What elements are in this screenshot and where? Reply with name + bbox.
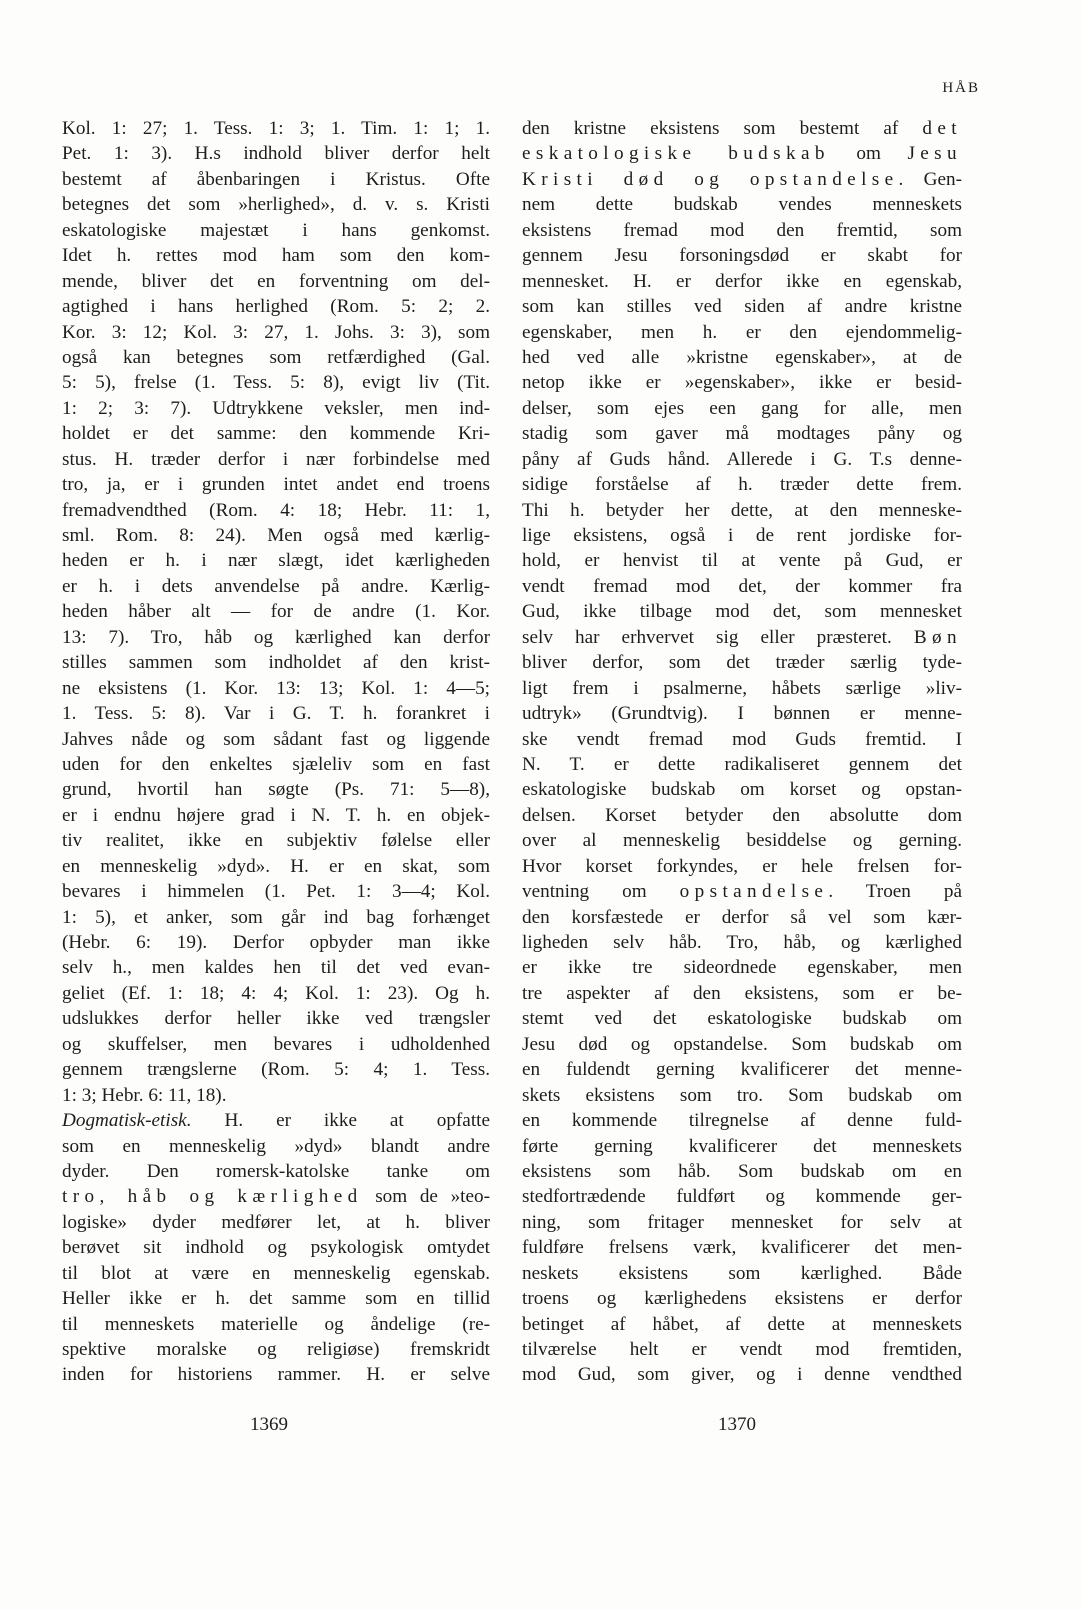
text-line xyxy=(522,650,962,675)
text-segment: eksistens som håb. Som budskab om en xyxy=(522,1160,962,1182)
text-segment: ning, som fritager mennesket for selv at xyxy=(522,1211,962,1233)
text-segment: sml. Rom. 8: 24). Men også med kærlig- xyxy=(62,525,490,546)
text-line xyxy=(62,1261,490,1286)
text-segment: den korsfæstede er derfor så vel som kær- xyxy=(522,906,962,928)
text-segment: vendt fremad mod det, der kommer fra xyxy=(522,575,962,597)
text-segment: Kor. 3: 12; Kol. 3: 27, 1. Johs. 3: 3), som xyxy=(62,321,490,343)
text-segment: bevares i himmelen (1. Pet. 1: 3—4; Kol. xyxy=(62,881,490,903)
text-segment: Thi h. betyder her dette, at den menneske- xyxy=(522,499,962,521)
text-line xyxy=(522,548,962,573)
emphasized-text: Jesu xyxy=(907,143,962,165)
text-segment: 1: 2; 3: 7). Udtrykkene veksler, men ind- xyxy=(62,397,490,419)
text-segment: udslukkes derfor heller ikke ved trængsler xyxy=(62,1008,490,1030)
text-segment: stus. H. træder derfor i nær forbindelse med xyxy=(62,448,490,470)
text-line xyxy=(62,548,490,573)
text-line xyxy=(62,752,490,777)
text-line xyxy=(62,803,490,828)
text-line xyxy=(62,243,490,268)
text-line xyxy=(522,1006,962,1031)
text-line xyxy=(522,1362,962,1387)
text-segment: egenskaber, men h. er den ejendommelig- xyxy=(522,321,962,343)
text-line xyxy=(62,981,490,1006)
text-segment: betinget af håbet, af dette at menneskets xyxy=(522,1313,962,1335)
text-segment: bestemt af åbenbaringen i Kristus. Ofte xyxy=(62,168,490,190)
text-segment: (Hebr. 6: 19). Derfor opbyder man ikke xyxy=(62,932,490,953)
text-line xyxy=(522,981,962,1006)
text-segment: udtryk» (Grundtvig). I bønnen er menne- xyxy=(522,703,962,725)
text-segment: Heller ikke er h. det samme som en tillid xyxy=(62,1288,490,1310)
text-line xyxy=(522,854,962,879)
text-line xyxy=(522,1235,962,1260)
text-segment: holdet er det samme: den kommende Kri- xyxy=(62,423,490,445)
text-line xyxy=(522,1134,962,1159)
text-segment: til blot at være en menneskelig egenskab. xyxy=(62,1262,490,1284)
text-line xyxy=(522,370,962,395)
text-segment: førte gerning kvalificerer det menneskets xyxy=(522,1135,962,1157)
text-line xyxy=(62,930,490,955)
text-line xyxy=(522,599,962,624)
text-segment: ne eksistens (1. Kor. 13: 13; Kol. 1: 4—5; xyxy=(62,677,490,699)
text-segment: delser, som ejes een gang for alle, men xyxy=(522,397,962,419)
right-page-column xyxy=(522,116,962,1388)
text-line xyxy=(62,167,490,192)
text-line xyxy=(62,854,490,879)
text-segment: inden for historiens rammer. H. er selve xyxy=(62,1364,490,1386)
text-line xyxy=(62,1108,490,1133)
text-line xyxy=(62,828,490,853)
text-segment: mennesket. H. er derfor ikke en egenskab, xyxy=(522,270,962,292)
text-segment: ligheden selv håb. Tro, håb, og kærlighed xyxy=(522,932,962,953)
text-segment: også kan betegnes som retfærdighed (Gal. xyxy=(62,346,490,368)
text-segment: Jesu død og opstandelse. Som budskab om xyxy=(522,1033,962,1055)
text-line xyxy=(62,955,490,980)
text-segment: N. T. er dette radikaliseret gennem det xyxy=(522,753,962,775)
text-line xyxy=(62,1337,490,1362)
text-line xyxy=(62,1312,490,1337)
text-segment: selv h., men kaldes hen til det ved evan- xyxy=(62,957,490,979)
text-line xyxy=(522,1159,962,1184)
text-segment: . Gen- xyxy=(898,168,962,190)
text-segment: en menneskelig »dyd». H. er en skat, som xyxy=(62,855,490,877)
text-segment: Idet h. rettes mod ham som den kom- xyxy=(62,245,490,267)
text-line xyxy=(62,905,490,930)
text-line xyxy=(62,116,490,141)
text-segment: grund, hvortil han søgte (Ps. 71: 5—8), xyxy=(62,779,490,801)
text-segment: Kol. 1: 27; 1. Tess. 1: 3; 1. Tim. 1: 1; 1. xyxy=(62,118,490,139)
text-line xyxy=(522,1337,962,1362)
text-line xyxy=(522,243,962,268)
text-line xyxy=(522,498,962,523)
running-title: HÅB xyxy=(942,80,980,96)
text-line xyxy=(522,1261,962,1286)
text-segment: 13: 7). Tro, håb og kærlighed kan derfor xyxy=(62,626,490,648)
text-segment: heden er h. i nær slægt, idet kærligheden xyxy=(62,550,490,572)
text-line xyxy=(62,676,490,701)
text-line xyxy=(522,1210,962,1235)
text-segment: ske vendt fremad mod Guds fremtid. I xyxy=(522,728,962,750)
text-line xyxy=(62,1032,490,1057)
text-line xyxy=(62,727,490,752)
text-segment: skets eksistens som tro. Som budskab om xyxy=(522,1084,962,1106)
text-segment: ventning om xyxy=(522,881,680,903)
text-line xyxy=(62,625,490,650)
text-line xyxy=(522,777,962,802)
text-line xyxy=(62,192,490,217)
text-segment: troens og kærlighedens eksistens er derfor xyxy=(522,1288,962,1310)
text-segment: neskets eksistens som kærlighed. Både xyxy=(522,1262,962,1284)
text-line xyxy=(62,1083,490,1108)
text-line xyxy=(522,116,962,141)
text-line xyxy=(522,701,962,726)
text-segment: en fuldendt gerning kvalificerer det menne- xyxy=(522,1059,962,1081)
text-line xyxy=(62,472,490,497)
text-line xyxy=(522,192,962,217)
text-segment: som de »teo- xyxy=(362,1186,490,1208)
text-line xyxy=(522,141,962,166)
text-line xyxy=(62,777,490,802)
text-segment: eskatologiske majestæt i hans genkomst. xyxy=(62,219,490,241)
text-segment: geliet (Ef. 1: 18; 4: 4; Kol. 1: 23). Og h. xyxy=(62,982,490,1004)
text-segment: delsen. Korset betyder den absolutte dom xyxy=(522,804,962,826)
text-line xyxy=(62,1006,490,1031)
text-segment: stilles sammen som indholdet af den krist- xyxy=(62,652,490,674)
text-line xyxy=(62,498,490,523)
italic-heading: Dogmatisk-etisk. xyxy=(62,1110,192,1132)
text-segment: gennem Jesu forsoningsdød er skabt for xyxy=(522,245,962,267)
emphasized-text: Bøn xyxy=(913,626,962,648)
text-line xyxy=(522,879,962,904)
text-segment: Gud, ikke tilbage mod det, som mennesket xyxy=(522,601,962,623)
text-line xyxy=(522,955,962,980)
text-line xyxy=(62,574,490,599)
text-line xyxy=(62,523,490,548)
text-segment: berøvet sit indhold og psykologisk omtydet xyxy=(62,1237,490,1259)
text-segment: Hvor korset forkyndes, er hele frelsen for- xyxy=(522,855,962,877)
text-segment: sidige forståelse af h. træder dette frem. xyxy=(522,474,962,496)
text-line xyxy=(62,701,490,726)
text-line xyxy=(62,599,490,624)
text-line xyxy=(522,752,962,777)
text-segment: mende, bliver det en forventning om del- xyxy=(62,270,490,292)
text-line xyxy=(62,294,490,319)
text-line xyxy=(522,269,962,294)
text-segment: spektive moralske og religiøse) fremskridt xyxy=(62,1339,490,1360)
text-segment: og skuffelser, men bevares i udholdenhed xyxy=(62,1033,490,1055)
text-line xyxy=(522,472,962,497)
left-page-number: 1369 xyxy=(250,1414,288,1435)
text-segment: over al menneskelig besiddelse og gerning. xyxy=(522,830,962,852)
text-segment: agtighed i hans herlighed (Rom. 5: 2; 2. xyxy=(62,296,490,318)
text-segment: hed ved alle »kristne egenskaber», at de xyxy=(522,346,962,368)
right-page-number: 1370 xyxy=(718,1414,756,1435)
text-line xyxy=(62,269,490,294)
text-segment: som kan stilles ved siden af andre kristne xyxy=(522,296,962,318)
text-line xyxy=(522,396,962,421)
text-line xyxy=(62,879,490,904)
text-segment: stemt ved det eskatologiske budskab om xyxy=(522,1008,962,1030)
text-segment: 5: 5), frelse (1. Tess. 5: 8), evigt liv (Tit. xyxy=(62,372,490,394)
text-line xyxy=(62,396,490,421)
text-line xyxy=(522,1286,962,1311)
text-line xyxy=(62,650,490,675)
emphasized-text: eskatologiske budskab xyxy=(522,143,830,165)
text-line xyxy=(522,1057,962,1082)
text-segment: dyder. Den romersk-katolske tanke om xyxy=(62,1160,490,1182)
emphasized-text: det xyxy=(922,118,962,139)
text-segment: logiske» dyder medfører let, at h. bliver xyxy=(62,1211,490,1233)
text-segment: Pet. 1: 3). H.s indhold bliver derfor helt xyxy=(62,143,490,165)
text-line xyxy=(522,218,962,243)
text-line xyxy=(522,320,962,345)
text-segment: eskatologiske budskab om korset og opstan- xyxy=(522,779,962,801)
text-line xyxy=(62,1286,490,1311)
text-line xyxy=(522,421,962,446)
text-segment: om xyxy=(829,143,908,165)
text-line xyxy=(522,905,962,930)
emphasized-text: tro, håb og kærlighed xyxy=(62,1186,363,1208)
text-segment: 1: 5), et anker, som går ind bag forhænget xyxy=(62,906,490,928)
text-line xyxy=(522,1108,962,1133)
text-line xyxy=(522,523,962,548)
text-segment: H. er ikke at opfatte xyxy=(191,1110,490,1132)
text-line xyxy=(522,727,962,752)
emphasized-text: Kristi død og opstandelse xyxy=(522,168,899,190)
text-segment: nem dette budskab vendes menneskets xyxy=(522,194,962,216)
text-segment: betegnes det som »herlighed», d. v. s. Kristi xyxy=(62,194,490,216)
text-line xyxy=(522,167,962,192)
text-line xyxy=(62,218,490,243)
text-segment: tro, ja, er i grunden intet andet end troens xyxy=(62,474,490,496)
text-line xyxy=(62,1159,490,1184)
emphasized-text: opstandelse xyxy=(679,881,829,903)
text-segment: bliver derfor, som det træder særlig tyde- xyxy=(522,652,962,674)
text-segment: en kommende tilregnelse af denne fuld- xyxy=(522,1110,962,1132)
left-page-column xyxy=(62,116,490,1388)
text-segment: tre aspekter af den eksistens, som er be- xyxy=(522,982,962,1004)
text-line xyxy=(522,930,962,955)
text-segment: mod Gud, som giver, og i denne vendthed xyxy=(522,1364,962,1386)
text-segment: den kristne eksistens som bestemt af xyxy=(522,118,923,139)
text-segment: selv har erhvervet sig eller præsteret. xyxy=(522,626,914,648)
text-line xyxy=(62,447,490,472)
text-line xyxy=(62,345,490,370)
text-segment: hold, er henvist til at vente på Gud, er xyxy=(522,550,962,572)
text-segment: 1. Tess. 5: 8). Var i G. T. h. forankret i xyxy=(62,703,490,725)
text-line xyxy=(62,1057,490,1082)
text-segment: er i endnu højere grad i N. T. h. en objek- xyxy=(62,804,490,826)
text-segment: uden for den enkeltes sjæleliv som en fast xyxy=(62,753,490,775)
text-segment: 1: 3; Hebr. 6: 11, 18). xyxy=(62,1084,227,1106)
text-line xyxy=(62,141,490,166)
text-line xyxy=(62,1134,490,1159)
text-segment: lige eksistens, også i de rent jordiske for- xyxy=(522,525,962,546)
text-line xyxy=(522,676,962,701)
text-segment: ligt frem i psalmerne, håbets særlige »liv- xyxy=(522,677,962,699)
text-segment: til menneskets materielle og åndelige (re- xyxy=(62,1313,490,1335)
text-line xyxy=(62,421,490,446)
text-line xyxy=(522,574,962,599)
text-segment: gennem trængslerne (Rom. 5: 4; 1. Tess. xyxy=(62,1059,490,1081)
text-line xyxy=(522,1083,962,1108)
text-segment: tilværelse helt er vendt mod fremtiden, xyxy=(522,1339,962,1360)
text-line xyxy=(522,294,962,319)
text-segment: tiv realitet, ikke en subjektiv følelse eller xyxy=(62,830,490,852)
text-segment: heden håber alt — for de andre (1. Kor. xyxy=(62,601,490,623)
text-line xyxy=(62,1184,490,1209)
text-line xyxy=(62,1235,490,1260)
text-line xyxy=(522,447,962,472)
text-line xyxy=(62,320,490,345)
text-line xyxy=(62,1210,490,1235)
text-line xyxy=(522,1032,962,1057)
text-segment: eksistens fremad mod den fremtid, som xyxy=(522,219,962,241)
text-segment: fuldføre frelsens værk, kvalificerer det men- xyxy=(522,1237,962,1259)
text-line xyxy=(522,803,962,828)
text-segment: Jahves nåde og som sådant fast og liggende xyxy=(62,728,490,750)
text-segment: er h. i dets anvendelse på andre. Kærlig- xyxy=(62,575,490,597)
text-line xyxy=(522,1312,962,1337)
text-segment: stedfortrædende fuldført og kommende ger- xyxy=(522,1186,962,1208)
text-line xyxy=(62,370,490,395)
text-segment: er ikke tre sideordnede egenskaber, men xyxy=(522,957,962,979)
text-line xyxy=(62,1362,490,1387)
text-line xyxy=(522,345,962,370)
text-segment: netop ikke er »egenskaber», ikke er besid- xyxy=(522,372,962,394)
text-segment: stadig som gaver må modtages påny og xyxy=(522,423,962,445)
text-segment: som en menneskelig »dyd» blandt andre xyxy=(62,1135,490,1157)
text-segment: fremadvendthed (Rom. 4: 18; Hebr. 11: 1, xyxy=(62,499,490,521)
text-line xyxy=(522,1184,962,1209)
text-segment: . Troen på xyxy=(828,881,962,903)
text-line xyxy=(522,828,962,853)
text-line xyxy=(522,625,962,650)
text-segment: påny af Guds hånd. Allerede i G. T.s denne- xyxy=(522,448,962,470)
